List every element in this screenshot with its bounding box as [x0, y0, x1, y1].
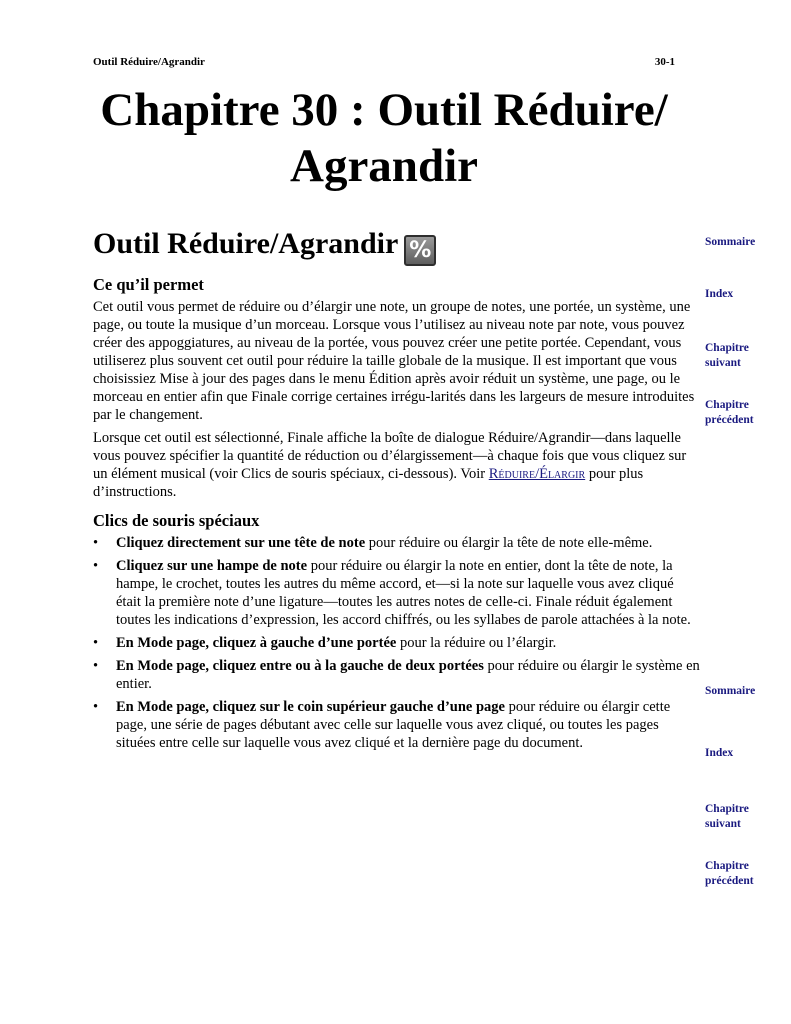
list-item-text: pour réduire ou élargir le système en entier.	[116, 658, 700, 692]
nav-previous-chapter-link[interactable]: Chapitre précédent	[705, 860, 754, 887]
list-item	[93, 634, 700, 652]
list-item-text: pour la réduire ou l’élargir.	[396, 635, 557, 651]
nav-next-chapter-link[interactable]: Chapitre suivant	[705, 803, 749, 830]
bullet: •	[93, 699, 99, 715]
bullet: •	[93, 558, 99, 574]
list-item-bold: En Mode page, cliquez à gauche d’une portée	[116, 635, 397, 651]
resize-tool-icon: %	[404, 235, 436, 266]
nav-summary-link[interactable]: Sommaire	[705, 236, 756, 248]
list-item-text: pour réduire ou élargir la note en entier, dont la tête de note, la hampe, le crochet, toutes les autres du même accord, et—si la note sur laquelle vous avez cliqué était la première note d’une ligature—toutes les autres notes de celle-ci. Finale réduit également toutes les indications d’expression, les accord chiffrés, ou les syllabes de parole attachées à la note.	[116, 558, 691, 628]
list-item-bold: En Mode page, cliquez sur le coin supérieur gauche d’une page	[116, 699, 505, 715]
paragraph-2-text-after: pour plus d’instructions.	[93, 466, 644, 500]
list-item	[93, 557, 700, 629]
what-it-does-paragraph-2	[93, 429, 700, 501]
list-item	[93, 534, 700, 552]
paragraph-2-text-before: Lorsque cet outil est sélectionné, Finale affiche la boîte de dialogue Réduire/Agrandir—dans laquelle vous pouvez spécifier la quantité de réduction ou d’élargissement—à chaque fois que vous cliquez sur un élément musical (voir Clics de souris spéciaux, ci-dessous). Voir	[93, 430, 687, 482]
page-number: 30-1	[654, 56, 675, 68]
list-item	[93, 657, 700, 693]
nav-summary-link[interactable]: Sommaire	[705, 685, 756, 697]
section-title: Outil Réduire/Agrandir	[93, 227, 399, 260]
chapter-title-line-1: Chapitre 30 : Outil Réduire/	[100, 84, 668, 136]
chapter-title	[93, 82, 675, 194]
list-item-bold: En Mode page, cliquez entre ou à la gauche de deux portées	[116, 658, 484, 674]
special-clicks-heading: Clics de souris spéciaux	[93, 511, 260, 530]
section-heading	[93, 226, 653, 266]
nav-previous-chapter-link[interactable]: Chapitre précédent	[705, 399, 754, 426]
nav-index-link[interactable]: Index	[705, 747, 734, 759]
what-it-does-paragraph-1: Cet outil vous permet de réduire ou d’élargir une note, un groupe de notes, une portée, un système, une page, ou toute la musique d’un morceau. Lorsque vous l’utilisez au niveau note par note, vous pouvez créer des appoggiatures, au niveau de la portée, vous pouvez créer une petite portée. Cependant, vous utiliserez plus souvent cet outil pour réduire la taille globale de la musique. Il est important que vous choisissiez Mise à jour des pages dans le menu Édition après avoir réduit un système, une page, ou le morceau en entier afin que Finale corrige certaines irrégu-larités dans les largeurs de mesure introduites par le changement.	[93, 299, 695, 423]
what-it-does-heading: Ce qu’il permet	[93, 275, 204, 294]
bullet: •	[93, 535, 99, 551]
nav-index-link[interactable]: Index	[705, 288, 734, 300]
list-item-text: pour réduire ou élargir cette page, une série de pages débutant avec celle sur laquelle vous avez cliqué, ou toutes les pages situées entre celle sur laquelle vous avez cliqué et la dernière page du document.	[116, 699, 671, 751]
main-content	[93, 275, 700, 757]
reduire-elargir-link[interactable]: Réduire/Élargir	[488, 466, 586, 482]
chapter-title-line-2: Agrandir	[290, 140, 478, 192]
nav-next-chapter-link[interactable]: Chapitre suivant	[705, 342, 749, 369]
list-item-text: pour réduire ou élargir la tête de note elle-même.	[365, 535, 653, 551]
bullet: •	[93, 658, 99, 674]
list-item-bold: Cliquez sur une hampe de note	[116, 558, 308, 574]
list-item	[93, 698, 700, 752]
special-clicks-list	[93, 534, 700, 752]
running-header-title: Outil Réduire/Agrandir	[93, 56, 205, 68]
list-item-bold: Cliquez directement sur une tête de note	[116, 535, 366, 551]
bullet: •	[93, 635, 99, 651]
